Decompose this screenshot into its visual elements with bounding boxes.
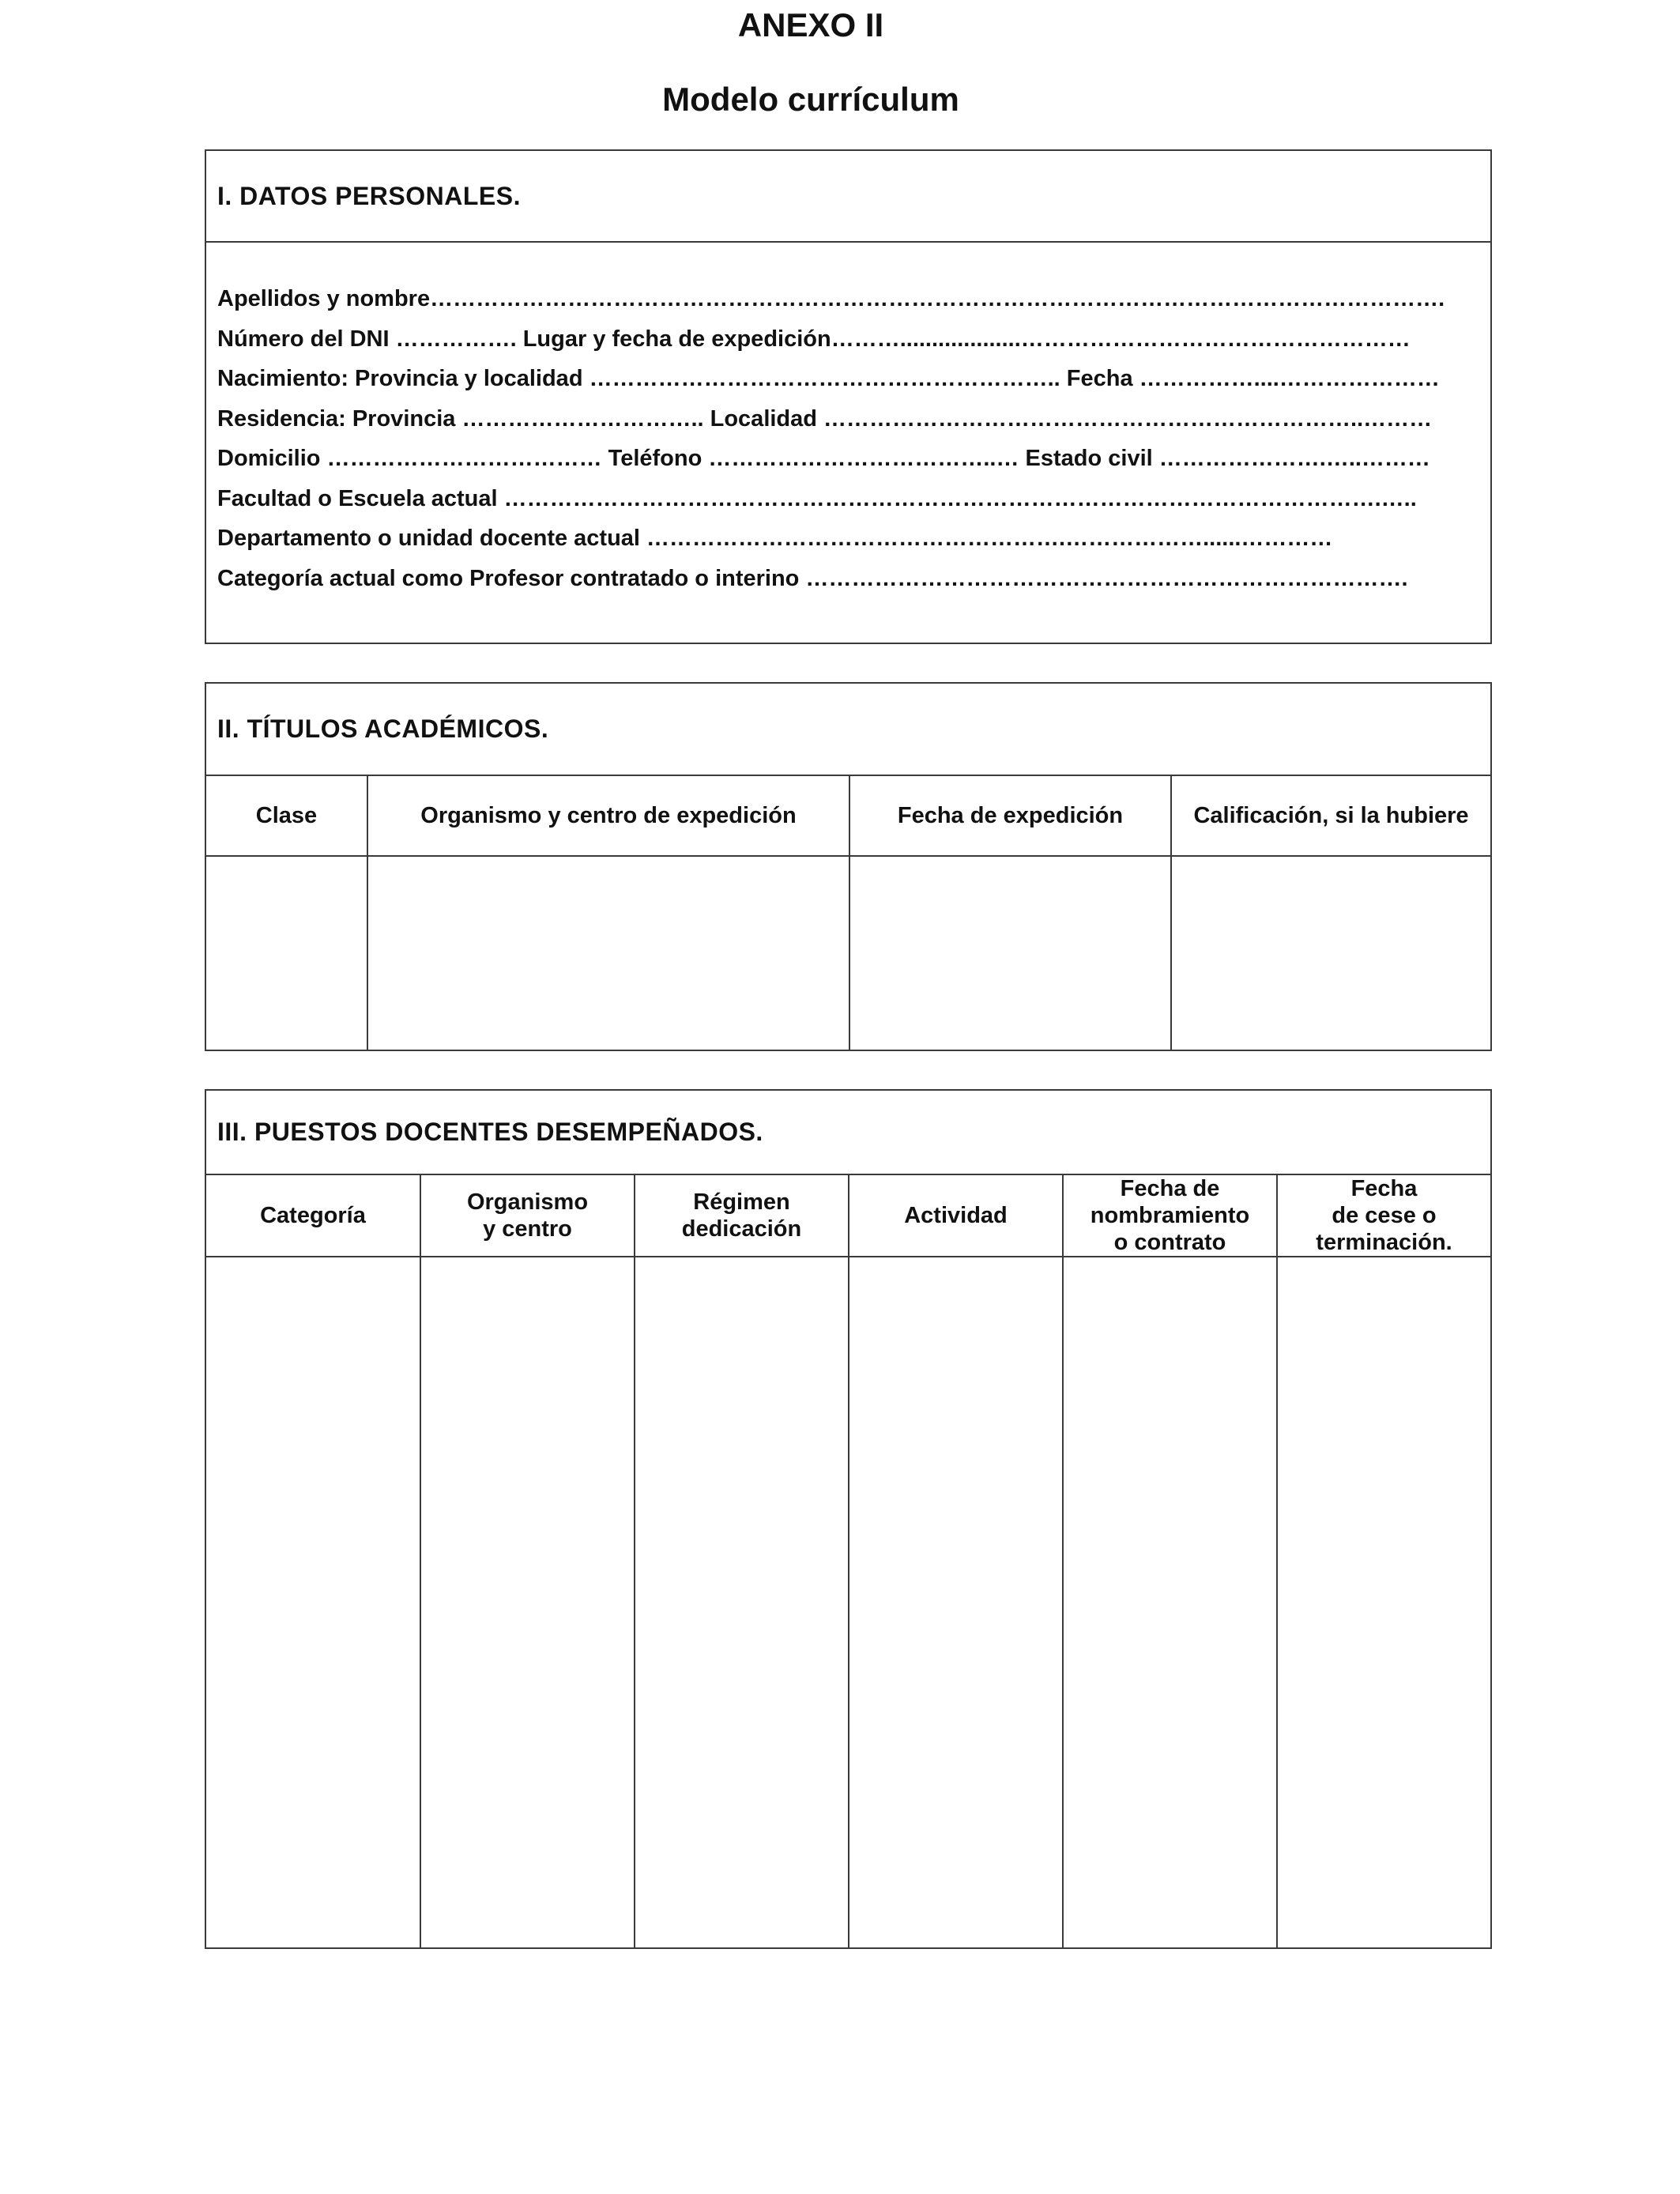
section-academic-titles [205, 682, 1492, 1051]
cell-categoria[interactable] [206, 1257, 420, 1947]
cell-fecha-expedicion[interactable] [849, 856, 1171, 1050]
section-teaching-positions-heading: III. PUESTOS DOCENTES DESEMPEÑADOS. [206, 1091, 1490, 1175]
residence-line: Residencia: Provincia ………………………….. Localidad ……………………………………………………………..……… [217, 405, 1433, 432]
cell-actividad[interactable] [849, 1257, 1063, 1947]
department-line: Departamento o unidad docente actual ……………………………………………….………………......………… [217, 526, 1333, 551]
column-header-clase: Clase [206, 776, 367, 856]
column-header-categoria: Categoría [206, 1175, 420, 1257]
section-academic-titles-heading: II. TÍTULOS ACADÉMICOS. [206, 684, 1490, 776]
full-name-line: Apellidos y nombre……………………………………………………………………………………………………………………. [217, 286, 1445, 311]
table-header-row [206, 1175, 1490, 1257]
column-header-fecha-cese: Fecha de cese o terminación. [1277, 1175, 1490, 1257]
cell-calificacion[interactable] [1171, 856, 1490, 1050]
teaching-positions-table [206, 1175, 1490, 1947]
column-header-regimen: Régimen dedicación [635, 1175, 849, 1257]
cell-organismo-centro[interactable] [420, 1257, 635, 1947]
column-header-organismo: Organismo y centro de expedición [367, 776, 849, 856]
column-header-actividad: Actividad [849, 1175, 1063, 1257]
dni-line: Número del DNI ……………. Lugar y fecha de expedición………...................…………………………………………… [217, 326, 1411, 352]
section-personal-data-heading: I. DATOS PERSONALES. [206, 151, 1490, 243]
cell-fecha-nombramiento[interactable] [1063, 1257, 1277, 1947]
annex-title: ANEXO II [737, 6, 884, 43]
table-row [206, 856, 1490, 1050]
faculty-line: Facultad o Escuela actual …………………………………………………………………………………………………….….. [217, 485, 1417, 511]
column-header-calificacion: Calificación, si la hubiere [1171, 776, 1490, 856]
table-header-row [206, 776, 1490, 856]
cell-clase[interactable] [206, 856, 367, 1050]
cell-regimen[interactable] [635, 1257, 849, 1947]
birth-line: Nacimiento: Provincia y localidad …………………………………………………….. Fecha ……………....………………… [217, 366, 1440, 391]
document-subtitle: Modelo currículum [662, 81, 959, 118]
column-header-organismo-centro: Organismo y centro [420, 1175, 635, 1257]
cell-fecha-cese[interactable] [1277, 1257, 1490, 1947]
table-row [206, 1257, 1490, 1947]
academic-titles-table [206, 776, 1490, 1050]
section-personal-data [205, 149, 1492, 644]
section-teaching-positions [205, 1089, 1492, 1949]
category-line: Categoría actual como Profesor contratado o interino ……………………………………………………………………. [217, 565, 1408, 591]
column-header-fecha-expedicion: Fecha de expedición [849, 776, 1171, 856]
personal-data-lines [206, 243, 1490, 598]
address-line: Domicilio ……………………………… Teléfono ………………………………..… Estado civil ………………….…..……… [217, 446, 1430, 471]
column-header-fecha-nombramiento: Fecha de nombramiento o contrato [1063, 1175, 1277, 1257]
cell-organismo[interactable] [367, 856, 849, 1050]
